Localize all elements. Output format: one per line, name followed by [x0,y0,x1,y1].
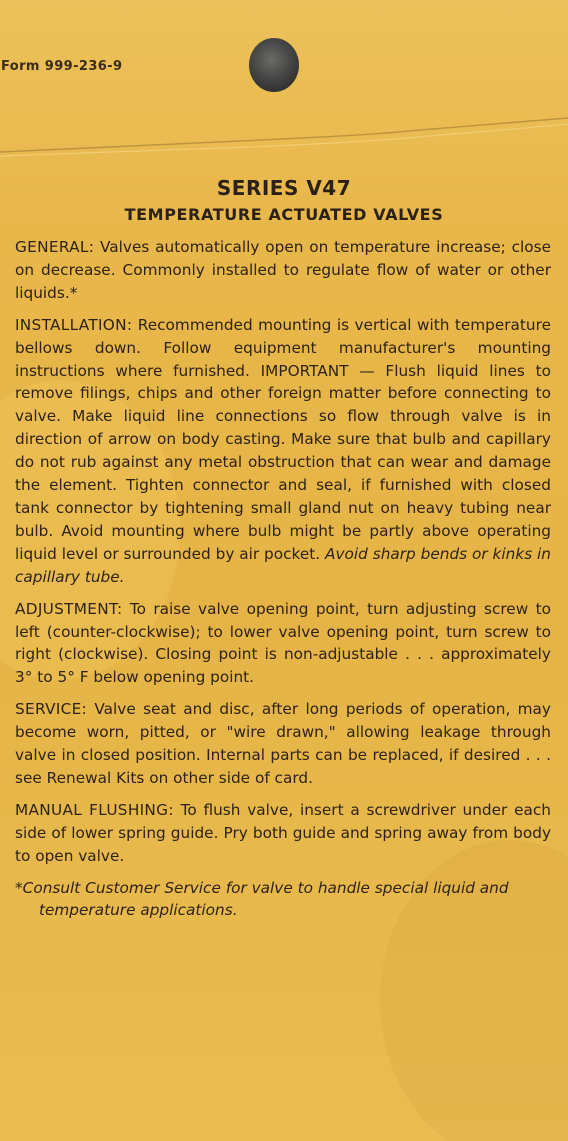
section-installation [15,314,551,589]
section-manual-flushing [15,799,551,868]
section-text: Recommended mounting is vertical with temperature bellows down. Follow equipment manufacturer's mounting instructions where furnished. IMPORTANT — Flush liquid lines to remove filings, chips and other foreign matter before connecting to valve. Make liquid line connections so flow through valve is in direction of arrow on body casting. Make sure that bulb and capillary do not rub against any metal obstruction that can wear and damage the element. Tighten connector and seal, if furnished with closed tank connector by tightening small gland nut on heavy tubing near bulb. Avoid mounting where bulb might be partly above operating liquid level or surrounded by air pocket. [15,315,551,563]
section-heading: ADJUSTMENT: [15,599,123,618]
section-text: To flush valve, insert a screwdriver under each side of lower spring guide. Pry both guide and spring away from body to open valve. [15,800,551,865]
form-number: Form 999-236-9 [1,59,123,74]
punch-hole-icon [249,38,299,92]
section-italic-text: Avoid sharp bends or kinks in capillary tube. [15,544,551,586]
section-adjustment [15,598,551,690]
section-text: Valves automatically open on temperature increase; close on decrease. Commonly installed to regulate flow of water or other liquids.* [15,238,551,302]
section-heading: SERVICE: [15,700,88,719]
footnote: *Consult Customer Service for valve to handle special liquid and temperature applications. [15,878,509,920]
section-service [15,698,551,790]
section-general [15,236,551,305]
section-heading: INSTALLATION: [15,315,133,334]
card-subtitle: TEMPERATURE ACTUATED VALVES [124,205,444,224]
tear-line [0,108,568,168]
instructions-body [15,236,551,922]
section-heading: MANUAL FLUSHING: [15,800,174,819]
section-text: To raise valve opening point, turn adjusting screw to left (counter-clockwise); to lower valve opening point, turn screw to right (clockwise). Closing point is non-adjustable . . . approximately 3° to 5° F below opening point. [15,599,551,687]
card-title: SERIES V47 [216,176,352,200]
section-heading: GENERAL: [15,238,95,256]
section-text: Valve seat and disc, after long periods of operation, may become worn, pitted, or "wire drawn," allowing leakage through valve in closed position. Internal parts can be replaced, if desired . . . see Renewal Kits on other side of card. [15,700,551,787]
